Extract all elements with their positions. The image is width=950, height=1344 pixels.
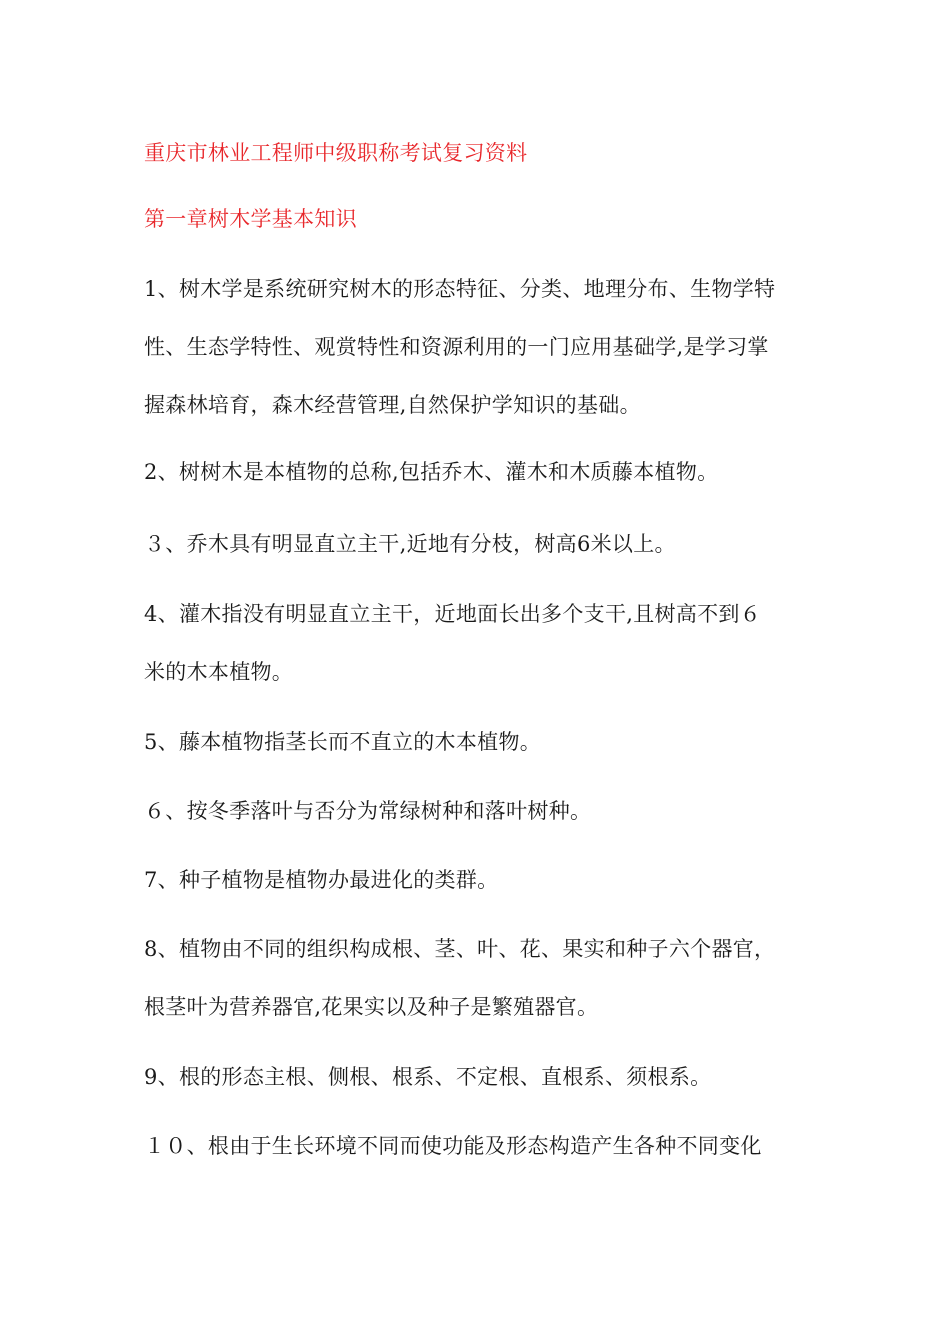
text-line: 握森林培育，森木经营管理,自然保护学知识的基础。 [144, 393, 641, 417]
text-line: 1、树木学是系统研究树木的形态特征、分类、地理分布、生物学特 [144, 277, 776, 301]
text-line: 米的木本植物。 [144, 660, 294, 684]
text-line: 2、树树木是本植物的总称,包括乔木、灌木和木质藤本植物。 [144, 460, 719, 484]
text-line: 根茎叶为营养器官,花果实以及种子是繁殖器官。 [144, 995, 599, 1019]
text-line: 性、生态学特性、观赏特性和资源利用的一门应用基础学,是学习掌 [144, 335, 769, 359]
text-line: 9、根的形态主根、侧根、根系、不定根、直根系、须根系。 [144, 1065, 712, 1089]
text-line: ３、乔木具有明显直立主干,近地有分枝，树高6米以上。 [144, 532, 676, 556]
chapter-heading: 第一章树木学基本知识 [144, 207, 357, 231]
document-title: 重庆市林业工程师中级职称考试复习资料 [144, 141, 528, 165]
text-line: 7、种子植物是植物办最进化的类群。 [144, 868, 499, 892]
text-line: 4、灌木指没有明显直立主干，近地面长出多个支干,且树高不到６ [144, 602, 762, 626]
text-line: １０、根由于生长环境不同而使功能及形态构造产生各种不同变化 [144, 1134, 762, 1158]
text-line: 8、植物由不同的组织构成根、茎、叶、花、果实和种子六个器官， [144, 937, 776, 961]
text-line: 5、藤本植物指茎长而不直立的木本植物。 [144, 730, 542, 754]
text-line: ６、按冬季落叶与否分为常绿树种和落叶树种。 [144, 799, 592, 823]
